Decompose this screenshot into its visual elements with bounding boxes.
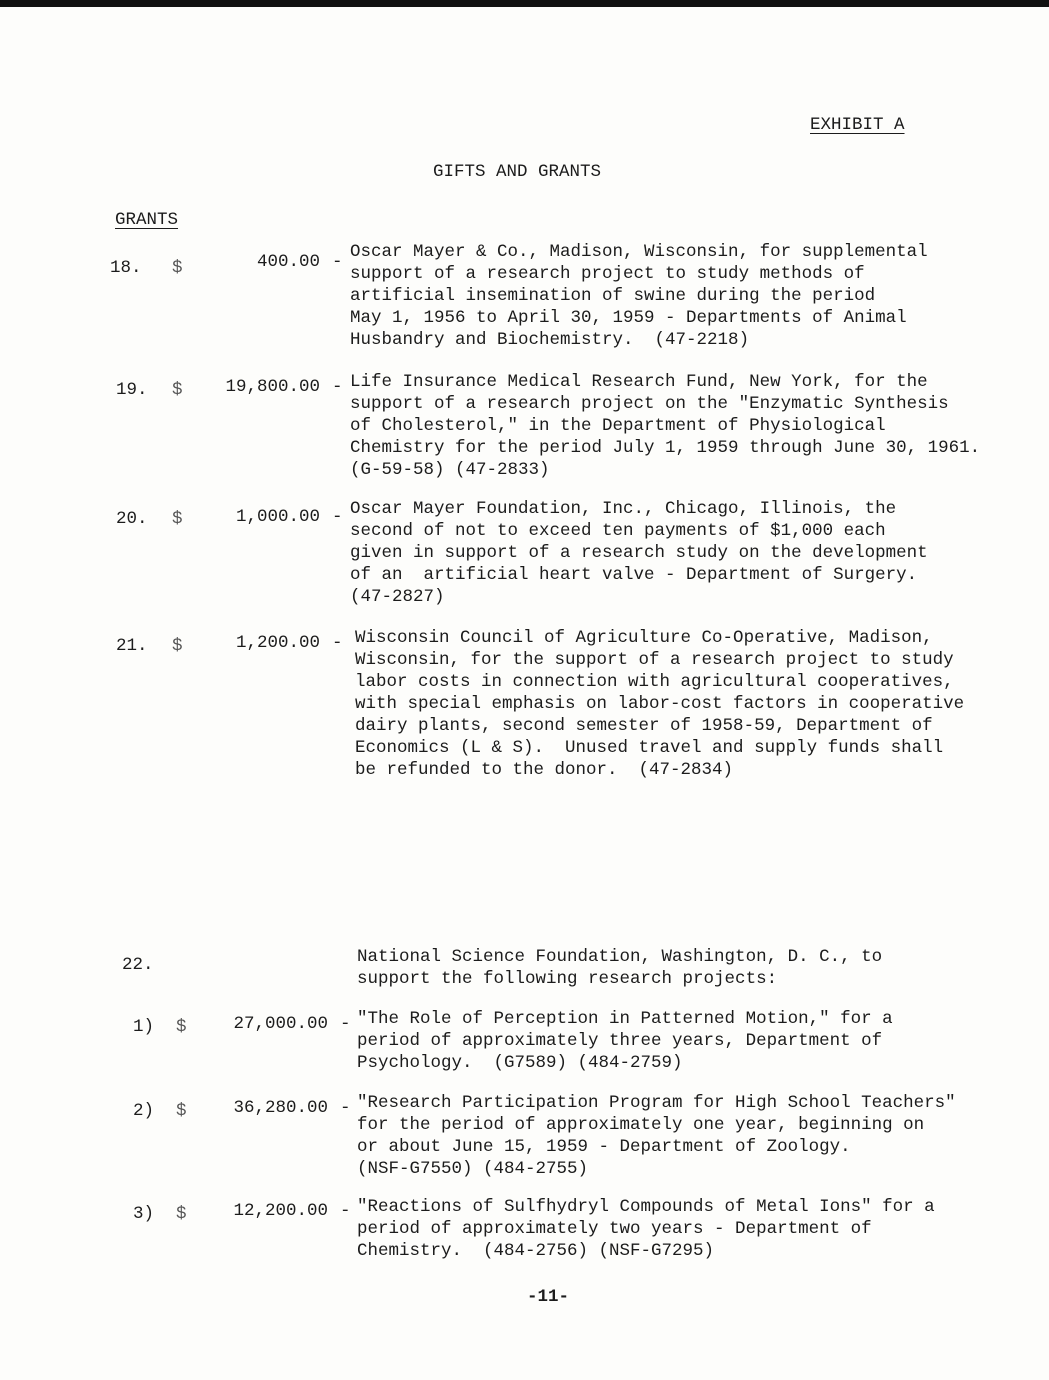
description-line: Wisconsin, for the support of a research project to study bbox=[355, 650, 954, 670]
project-amount: 12,200.00 bbox=[233, 1201, 328, 1221]
description-line: artificial insemination of swine during the period bbox=[350, 286, 876, 306]
currency-symbol: $ bbox=[172, 380, 183, 400]
grant-description bbox=[357, 946, 882, 990]
grant-description bbox=[350, 371, 980, 481]
top-edge-rule bbox=[0, 0, 1049, 7]
description-line: be refunded to the donor. (47-2834) bbox=[355, 760, 734, 780]
entry-number: 18. bbox=[110, 258, 142, 278]
description-line: Chemistry. (484-2756) (NSF-G7295) bbox=[357, 1241, 715, 1261]
separator-dash: - bbox=[332, 633, 343, 653]
project-number: 2) bbox=[133, 1101, 155, 1121]
description-line: Wisconsin Council of Agriculture Co-Operative, Madison, bbox=[355, 628, 933, 648]
project-description bbox=[357, 1008, 893, 1074]
project-amount: 36,280.00 bbox=[233, 1098, 328, 1118]
page-number: -11- bbox=[527, 1287, 570, 1307]
grant-amount: 19,800.00 bbox=[225, 377, 320, 397]
description-line: labor costs in connection with agricultural cooperatives, bbox=[355, 672, 954, 692]
description-line: support of a research project to study methods of bbox=[350, 264, 865, 284]
grant-description bbox=[355, 627, 964, 781]
description-line: dairy plants, second semester of 1958-59, Department of bbox=[355, 716, 933, 736]
description-line: with special emphasis on labor-cost factors in cooperative bbox=[355, 694, 965, 714]
separator-dash: - bbox=[332, 507, 343, 527]
description-line: or about June 15, 1959 - Department of Zoology. bbox=[357, 1137, 851, 1157]
description-line: period of approximately two years - Department of bbox=[357, 1219, 872, 1239]
project-amount: 27,000.00 bbox=[233, 1014, 328, 1034]
description-line: "The Role of Perception in Patterned Motion," for a bbox=[357, 1009, 893, 1029]
description-line: (G-59-58) (47-2833) bbox=[350, 460, 550, 480]
description-line: for the period of approximately one year, beginning on bbox=[357, 1115, 925, 1135]
currency-symbol: $ bbox=[172, 636, 183, 656]
grant-amount: 1,200.00 bbox=[235, 633, 320, 653]
project-number: 3) bbox=[133, 1204, 155, 1224]
exhibit-label: EXHIBIT A bbox=[810, 115, 905, 135]
separator-dash: - bbox=[332, 252, 343, 272]
entry-number: 20. bbox=[116, 509, 148, 529]
description-line: "Research Participation Program for High School Teachers" bbox=[357, 1093, 956, 1113]
project-description bbox=[357, 1092, 956, 1180]
separator-dash: - bbox=[340, 1014, 351, 1034]
currency-symbol: $ bbox=[172, 258, 183, 278]
description-line: support of a research project on the "Enzymatic Synthesis bbox=[350, 394, 949, 414]
section-heading: GRANTS bbox=[115, 210, 179, 230]
grant-description bbox=[350, 241, 928, 351]
description-line: May 1, 1956 to April 30, 1959 - Departments of Animal bbox=[350, 308, 907, 328]
description-line: Husbandry and Biochemistry. (47-2218) bbox=[350, 330, 750, 350]
grant-amount: 400.00 bbox=[256, 252, 320, 272]
description-line: (NSF-G7550) (484-2755) bbox=[357, 1159, 589, 1179]
description-line: Life Insurance Medical Research Fund, New York, for the bbox=[350, 372, 928, 392]
description-line: of Cholesterol," in the Department of Physiological bbox=[350, 416, 886, 436]
entry-number: 19. bbox=[116, 380, 148, 400]
separator-dash: - bbox=[340, 1098, 351, 1118]
description-line: Oscar Mayer & Co., Madison, Wisconsin, for supplemental bbox=[350, 242, 928, 262]
description-line: National Science Foundation, Washington, D. C., to bbox=[357, 947, 883, 967]
entry-number: 21. bbox=[116, 636, 148, 656]
separator-dash: - bbox=[340, 1201, 351, 1221]
separator-dash: - bbox=[332, 377, 343, 397]
description-line: Chemistry for the period July 1, 1959 through June 30, 1961. bbox=[350, 438, 981, 458]
description-line: of an artificial heart valve - Department of Surgery. bbox=[350, 565, 918, 585]
description-line: period of approximately three years, Department of bbox=[357, 1031, 883, 1051]
project-description bbox=[357, 1196, 935, 1262]
description-line: Oscar Mayer Foundation, Inc., Chicago, Illinois, the bbox=[350, 499, 897, 519]
page-title: GIFTS AND GRANTS bbox=[433, 162, 602, 182]
description-line: support the following research projects: bbox=[357, 969, 778, 989]
project-number: 1) bbox=[133, 1017, 155, 1037]
currency-symbol: $ bbox=[172, 509, 183, 529]
description-line: second of not to exceed ten payments of $1,000 each bbox=[350, 521, 886, 541]
description-line: (47-2827) bbox=[350, 587, 445, 607]
currency-symbol: $ bbox=[176, 1101, 187, 1121]
grant-description bbox=[350, 498, 928, 608]
currency-symbol: $ bbox=[176, 1017, 187, 1037]
description-line: given in support of a research study on the development bbox=[350, 543, 928, 563]
entry-number: 22. bbox=[122, 955, 154, 975]
grant-amount: 1,000.00 bbox=[235, 507, 320, 527]
description-line: "Reactions of Sulfhydryl Compounds of Metal Ions" for a bbox=[357, 1197, 935, 1217]
description-line: Economics (L & S). Unused travel and supply funds shall bbox=[355, 738, 944, 758]
description-line: Psychology. (G7589) (484-2759) bbox=[357, 1053, 683, 1073]
currency-symbol: $ bbox=[176, 1204, 187, 1224]
